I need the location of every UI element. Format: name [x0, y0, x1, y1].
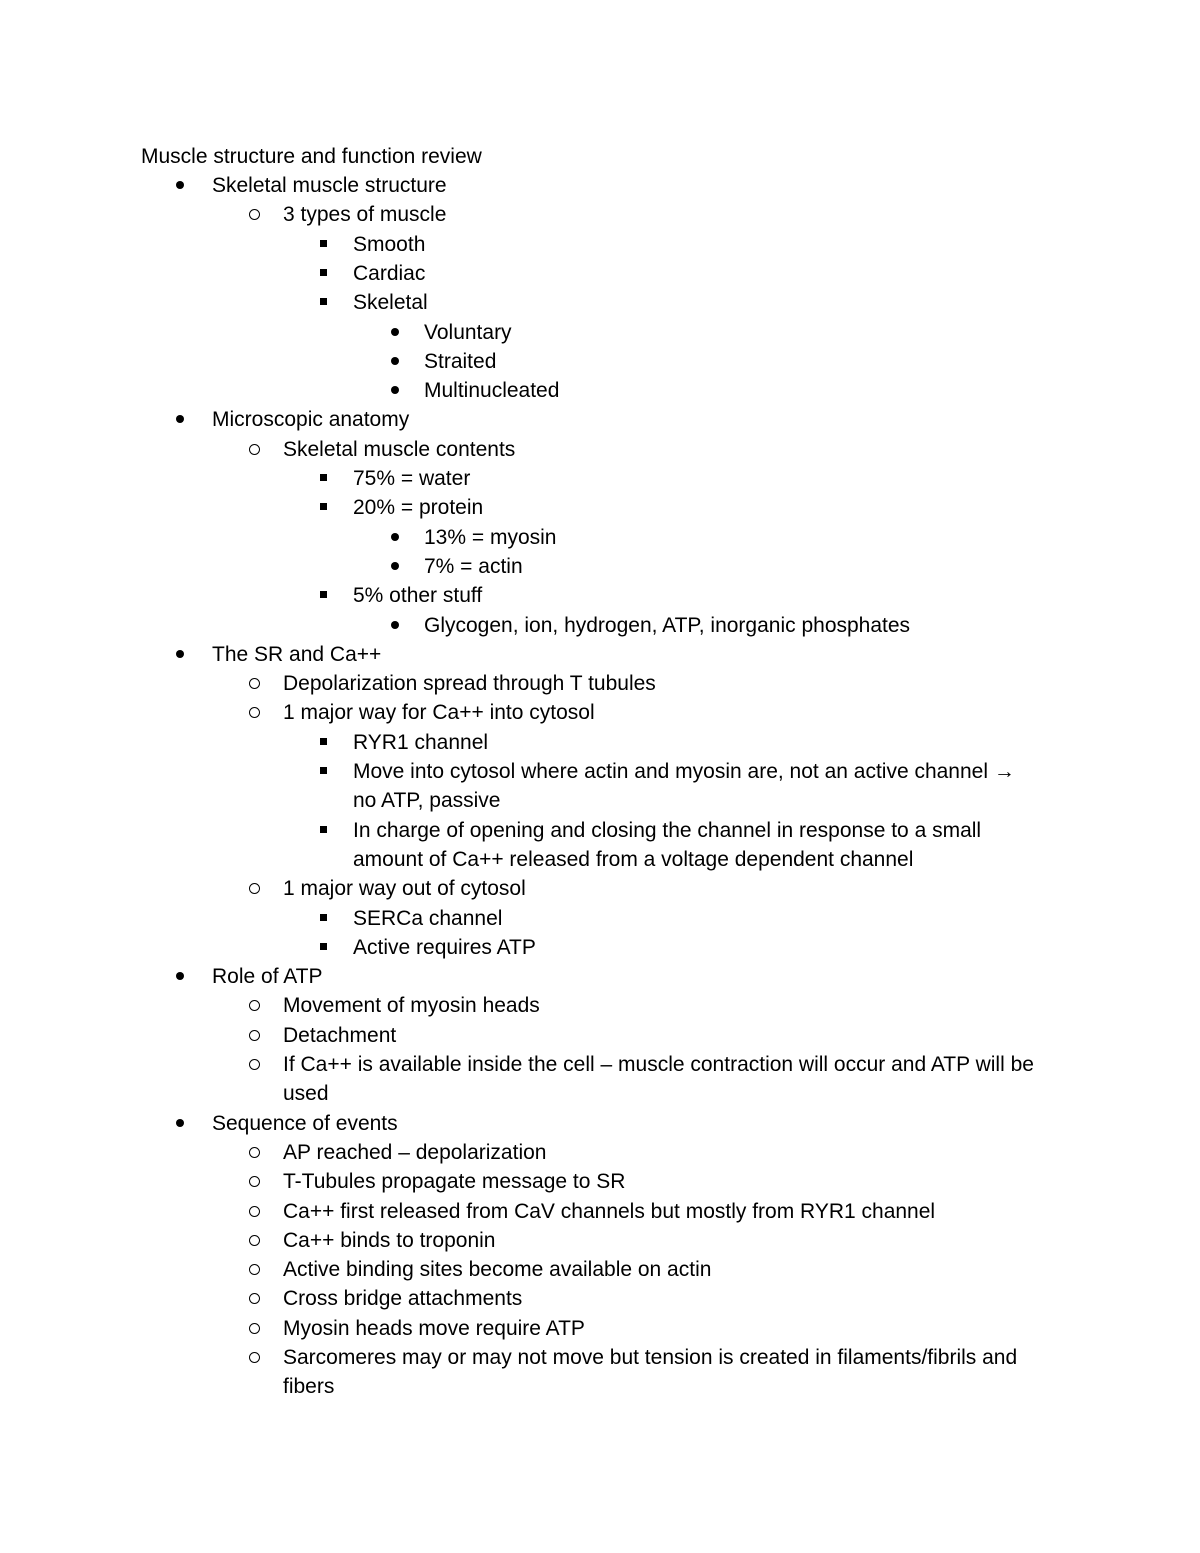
outline-item-level-3: 75% = water [353, 467, 471, 490]
outline-item-level-2: Ca++ first released from CaV channels but mostly from RYR1 channel [283, 1199, 936, 1223]
outline-item-level-2: 1 major way for Ca++ into cytosol [283, 701, 595, 725]
bullet-disc-icon [385, 552, 405, 581]
bullet-circle-icon [245, 1343, 265, 1372]
outline-item-level-2: 1 major way out of cytosol [283, 877, 526, 901]
bullet-disc-icon [385, 611, 405, 640]
bullet-disc-icon [170, 171, 190, 200]
outline-item-level-2: Detachment [283, 1023, 397, 1047]
outline-item-level-2: fibers [283, 1375, 335, 1399]
bullet-square-icon [314, 230, 334, 259]
bullet-square-icon [314, 728, 334, 757]
bullet-circle-icon [245, 698, 265, 727]
bullet-circle-icon [245, 669, 265, 698]
bullet-disc-icon [170, 1109, 190, 1138]
outline-item-level-2: If Ca++ is available inside the cell – muscle contraction will occur and ATP will be [283, 1053, 1034, 1076]
outline-item-level-2: Depolarization spread through T tubules [283, 672, 656, 696]
bullet-circle-icon [245, 1050, 265, 1079]
outline-item-level-4: 7% = actin [424, 554, 523, 578]
bullet-square-icon [314, 816, 334, 845]
bullet-circle-icon [245, 1314, 265, 1343]
bullet-circle-icon [245, 1197, 265, 1226]
outline-item-level-2: used [283, 1082, 329, 1106]
outline-item-level-3: In charge of opening and closing the channel in response to a small [353, 818, 982, 842]
outline-item-level-3: Move into cytosol where actin and myosin are, not an active channel → [353, 760, 1015, 783]
outline-item-level-3: no ATP, passive [353, 789, 501, 813]
outline-item-level-3: amount of Ca++ released from a voltage dependent channel [353, 847, 914, 871]
outline-item-level-1: Sequence of events [212, 1111, 398, 1135]
outline-item-level-1: Role of ATP [212, 965, 323, 989]
outline-item-level-3: 5% other stuff [353, 584, 483, 608]
bullet-circle-icon [245, 1138, 265, 1167]
bullet-circle-icon [245, 1021, 265, 1050]
outline-item-level-2: Myosin heads move require ATP [283, 1316, 585, 1340]
bullet-disc-icon [170, 405, 190, 434]
bullet-circle-icon [245, 1167, 265, 1196]
outline-item-level-3: Skeletal [353, 291, 428, 315]
bullet-disc-icon [385, 318, 405, 347]
bullet-disc-icon [170, 640, 190, 669]
bullet-square-icon [314, 904, 334, 933]
bullet-square-icon [314, 259, 334, 288]
outline-item-level-2: T-Tubules propagate message to SR [283, 1170, 626, 1194]
outline-item-level-4: Straited [424, 349, 497, 373]
outline-item-level-2: 3 types of muscle [283, 203, 447, 227]
outline-item-level-4: Multinucleated [424, 379, 560, 403]
outline-item-level-3: Cardiac [353, 261, 426, 285]
bullet-circle-icon [245, 200, 265, 229]
outline-item-level-3: SERCa channel [353, 906, 503, 930]
outline-item-level-4: Glycogen, ion, hydrogen, ATP, inorganic phosphates [424, 613, 911, 637]
bullet-disc-icon [385, 347, 405, 376]
bullet-square-icon [314, 581, 334, 610]
outline-item-level-1: The SR and Ca++ [212, 642, 382, 666]
bullet-disc-icon [385, 523, 405, 552]
outline-item-level-1: Skeletal muscle structure [212, 174, 447, 197]
outline-item-level-2: Cross bridge attachments [283, 1287, 523, 1311]
bullet-square-icon [314, 464, 334, 493]
outline-item-level-2: Sarcomeres may or may not move but tension is created in filaments/fibrils and [283, 1346, 1018, 1369]
bullet-square-icon [314, 288, 334, 317]
bullet-square-icon [314, 933, 334, 962]
outline-item-level-3: RYR1 channel [353, 730, 489, 754]
bullet-circle-icon [245, 1255, 265, 1284]
bullet-disc-icon [170, 962, 190, 991]
outline-item-level-4: Voluntary [424, 320, 512, 344]
bullet-square-icon [314, 757, 334, 786]
outline-item-level-2: Movement of myosin heads [283, 994, 540, 1018]
outline-item-level-3: 20% = protein [353, 496, 484, 520]
outline-item-level-2: Ca++ binds to troponin [283, 1228, 496, 1252]
outline-item-level-1: Microscopic anatomy [212, 408, 410, 432]
bullet-circle-icon [245, 435, 265, 464]
bullet-circle-icon [245, 874, 265, 903]
outline-item-level-2: Active binding sites become available on actin [283, 1258, 712, 1282]
bullet-square-icon [314, 493, 334, 522]
bullet-circle-icon [245, 991, 265, 1020]
bullet-disc-icon [385, 376, 405, 405]
outline-item-level-4: 13% = myosin [424, 525, 557, 549]
outline-item-level-2: AP reached – depolarization [283, 1140, 547, 1164]
outline-item-level-3: Smooth [353, 232, 426, 256]
bullet-circle-icon [245, 1226, 265, 1255]
document-title: Muscle structure and function review [141, 145, 482, 168]
outline-item-level-2: Skeletal muscle contents [283, 437, 516, 461]
bullet-circle-icon [245, 1284, 265, 1313]
outline-item-level-3: Active requires ATP [353, 935, 536, 959]
